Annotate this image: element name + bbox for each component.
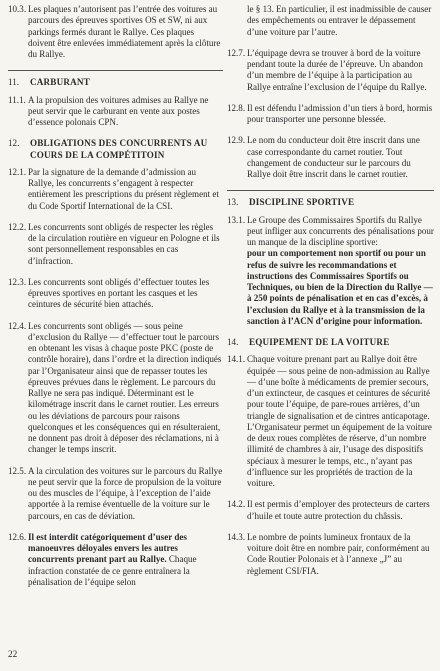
section-divider: [8, 70, 223, 71]
section-bold-text: pour un comportement non sportif ou pour un refus de suivre les recommandations et instructions des Commissaires Sportifs ou Techniques, ou bien de la Direction du Rallye — à 250 points de pénalisation et en cas d’excès, à l’exclusion du Rallye et à la transmission de la sanction à l’ACN d’origine pour information.: [247, 248, 433, 326]
section-number: 12.5.: [8, 465, 27, 476]
section-13-1: [227, 215, 434, 328]
section-number: [227, 4, 247, 38]
section-text: Chaque voiture prenant part au Rallye doit être équipée — sous peine de non-admission au Rallye — d’une boîte à médicaments de premier secours, d’un extincteur, de casques et ceintures de sécurité pour toute l’équipe, de pare-roues arrières, d’un triangle de signalisation et de cintres anticapotage. L’Organisateur permet un équipement de la voiture de deux roues complètes de réserve, d’un nombre illimité de chambres à air, l’usage des dispositifs spéciaux à mesurer le temps, etc., n’ayant pas d’influence sur les propriétés de traction de la voiture.: [247, 354, 432, 488]
section-number: 12.4.: [8, 320, 27, 331]
section-number: 14.1.: [227, 354, 246, 365]
section-number: 11.1.: [8, 94, 26, 105]
section-number: 14.2.: [227, 499, 246, 510]
heading-number: 12.: [8, 138, 20, 149]
section-12-5: [8, 466, 223, 522]
section-12-6: [8, 532, 223, 588]
heading-number: 14.: [227, 337, 239, 347]
section-number: 12.7.: [227, 47, 246, 58]
section-number: 13.1.: [227, 214, 246, 225]
section-text: Il est défendu l’admission d’un tiers à bord, hormis pour transporter une personne blessée.: [247, 102, 433, 124]
section-text-continued: Chaque infraction constatée de ce genre entraînera la pénalisation de l’équipe selon: [28, 554, 197, 587]
heading-number: 11.: [8, 77, 20, 88]
section-number: 12.8.: [227, 102, 246, 113]
section-text: L’équipage devra se trouver à bord de la voiture pendant toute la durée de l’épreuve. Un abandon d’un membre de l’équipe à la participation au Rallye entraîne l’exclusion de l’équipe du Rallye.: [247, 47, 427, 92]
section-number: 12.2.: [8, 221, 27, 232]
heading-title: EQUIPEMENT DE LA VOITURE: [249, 337, 390, 347]
section-text: Les concurrents sont obligés de respecter les règles de la circulation routière en vigueur en Pologne et ils sont personnellement responsables en cas d’infraction.: [28, 221, 220, 266]
section-text-intro: Le Groupe des Commissaires Sportifs du Rallye peut infliger aux concurrents des pénalisations pour un manque de la discipline sportive:: [247, 214, 434, 247]
heading-title: DISCIPLINE SPORTIVE: [249, 197, 355, 208]
heading-12: [8, 138, 223, 161]
section-text: Les concurrents sont obligés — sous peine d’exclusion du Rallye — d’effectuer tout le parcours en obtenant les visas à chaque poste PKC (poste de contrôle horaire), dans l’ordre et la direction indiqués par l’Organisateur ainsi que de repasser toutes les épreuves prévues dans le règlement. Le parcours du Rallye ne sera pas indiqué. Déterminant est le kilométrage inscrit dans le carnet routier. Les erreurs ou les déviations de parcours pour raisons quelconques et les conséquences qui en résulteraient, ne donnent pas droit à déposer des réclamations, ni à changer le temps inscrit.: [28, 320, 222, 455]
heading-13: [227, 197, 434, 208]
section-text: [28, 532, 223, 588]
heading-14: [227, 337, 434, 348]
section-number: 12.6.: [8, 531, 27, 542]
section-14-2: [227, 499, 434, 522]
section-text: Le nom du conducteur doit être inscrit dans une case correspondante du carnet routier. Tout changement de conducteur sur le parcours du Rallye doit être inscrit dans le carnet routier.: [247, 135, 420, 179]
heading-title: OBLIGATIONS DES CONCURRENTS AU COURS DE LA COMPÉTITOIN: [30, 138, 208, 160]
section-number: 12.3.: [8, 276, 27, 287]
section-text: Le nombre de points lumineux frontaux de la voiture doit être en nombre pair, conformément au Code Routier Polonais et à l’annexe „J” au règlement CSI/FIA.: [247, 531, 430, 576]
heading-11: [8, 77, 223, 88]
section-number: 10.3.: [8, 4, 27, 14]
section-14-1: [227, 354, 434, 489]
heading-title: CARBURANT: [30, 77, 90, 88]
section-text: A la propulsion des voitures admises au Rallye ne peut servir que le carburant en vente aux postes d’essence polonais CPN.: [28, 94, 209, 127]
section-12-9: [227, 135, 434, 180]
heading-number: 13.: [227, 197, 239, 208]
section-number: 12.9.: [227, 135, 246, 146]
section-12-1: [8, 167, 223, 212]
section-text: Les concurrents sont obligés d’effectuer toutes les épreuves sportives en portant les casques et les ceintures de sécurité bien attachés.: [28, 276, 210, 310]
section-text: Par la signature de la demande d’admission au Rallye, les concurrents s’engagent à respecter entièrement les prescriptions du présent règlement et du Code Sportif International de la CSI.: [28, 166, 219, 211]
section-14-3: [227, 532, 434, 577]
section-11-1: [8, 95, 223, 129]
section-divider: [227, 190, 434, 191]
section-text: [247, 215, 434, 328]
left-column: [8, 4, 223, 594]
right-column: [227, 4, 434, 583]
section-12-2: [8, 222, 223, 267]
page-number: 22: [8, 650, 18, 660]
section-12-3: [8, 277, 223, 311]
section-12-7: [227, 48, 434, 93]
section-text: le § 13. En particulier, il est inadmissible de causer des empêchements ou entraver le dépassement d’une voiture par l’autre.: [247, 4, 432, 37]
section-number: 14.3.: [227, 531, 246, 542]
section-12-4: [8, 321, 223, 456]
section-text: Il est permis d’employer des protecteurs de carters d’huile et toute autre protection du châssis.: [247, 499, 430, 521]
section-12-6-continued: [227, 4, 434, 38]
section-text: A la circulation des voitures sur le parcours du Rallye ne peut servir que la force de propulsion de la voiture ou des muscles de l’équipe, à l’exception de l’aide apportée à la remise éventuelle de la voiture sur le parcours, en cas de déviation.: [28, 465, 223, 521]
section-10-3: [8, 4, 223, 60]
section-12-8: [227, 103, 434, 126]
section-number: 12.1.: [8, 166, 27, 177]
section-bold-text: Il est interdit catégoriquement d’user des manoeuvres déloyales envers les autres concurrents prenant part au Rallye.: [28, 531, 187, 565]
section-text: Les plaques n’autorisent pas l’entrée des voitures au parcours des épreuves sportives OS et SW, ni aux parkings fermés durant le Rallye. Ces plaques doivent être enlevées immédiatement après la clôture du Rallye.: [28, 4, 221, 59]
